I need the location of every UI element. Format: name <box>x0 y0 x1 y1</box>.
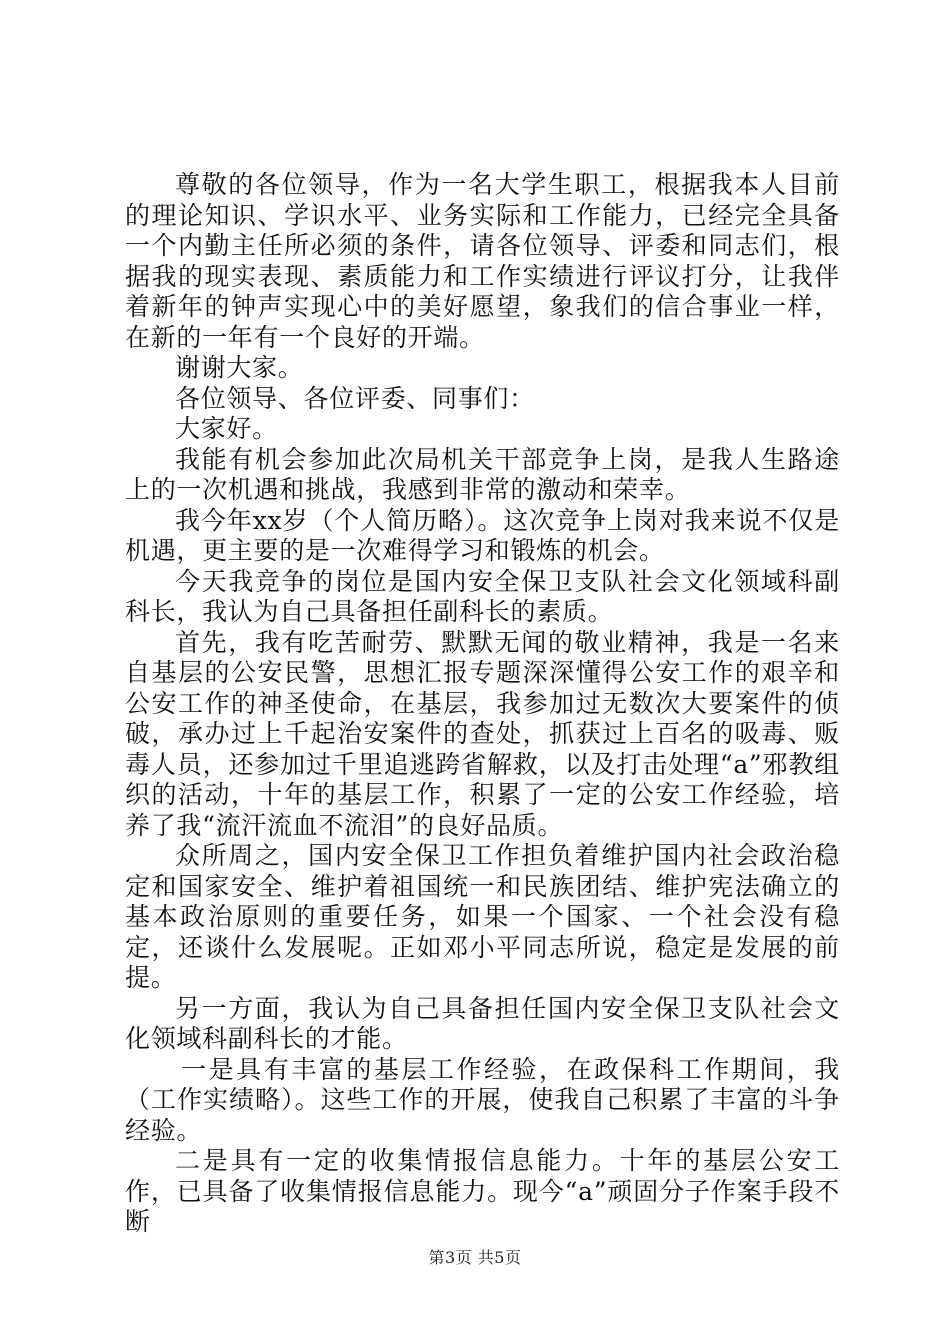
page-number-footer: 第3页 共5页 <box>428 1248 522 1267</box>
paragraph-3: 各位领导、各位评委、同事们： <box>175 383 535 413</box>
document-body <box>125 170 840 1238</box>
paragraph-8: 首先，我有吃苦耐劳、默默无闻的敬业精神，我是一名来自基层的公安民警，思想汇报专题深深懂得公安工作的艰辛和公安工作的神圣使命，在基层，我参加过无数次大要案件的侦破，承办过上千起治安案件的查处，抓获过上百名的吸毒、贩毒人员，还参加过千里追逃跨省解救，以及打击处理“a”邪教组织的活动，十年的基层工作，积累了一定的公安工作经验，培养了我“流汗流血不流泪”的良好品质。 <box>125 627 840 840</box>
paragraph-4: 大家好。 <box>175 414 278 443</box>
paragraph-10: 另一方面，我认为自己具备担任国内安全保卫支队社会文化领域科副科长的才能。 <box>125 993 840 1053</box>
paragraph-12: 二是具有一定的收集情报信息能力。十年的基层公安工作，已具备了收集情报信息能力。现今“a”顽固分子作案手段不断 <box>125 1146 840 1236</box>
paragraph-1: 尊敬的各位领导，作为一名大学生职工，根据我本人目前的理论知识、学识水平、业务实际和工作能力，已经完全具备一个内勤主任所必须的条件，请各位领导、评委和同志们，根据我的现实表现、素质能力和工作实绩进行评议打分，让我伴着新年的钟声实现心中的美好愿望，象我们的信合事业一样，在新的一年有一个良好的开端。 <box>125 170 840 352</box>
paragraph-6: 我今年xx岁（个人简历略）。这次竞争上岗对我来说不仅是机遇，更主要的是一次难得学习和锻炼的机会。 <box>125 505 840 565</box>
paragraph-9: 众所周之，国内安全保卫工作担负着维护国内社会政治稳定和国家安全、维护着祖国统一和民族团结、维护宪法确立的基本政治原则的重要任务，如果一个国家、一个社会没有稳定，还谈什么发展呢。正如邓小平同志所说，稳定是发展的前提。 <box>125 841 840 992</box>
paragraph-2: 谢谢大家。 <box>175 353 304 382</box>
paragraph-7: 今天我竞争的岗位是国内安全保卫支队社会文化领域科副科长，我认为自己具备担任副科长的素质。 <box>125 566 840 626</box>
paragraph-5: 我能有机会参加此次局机关干部竞争上岗，是我人生路途上的一次机遇和挑战，我感到非常的激动和荣幸。 <box>125 444 840 504</box>
paragraph-11: 一是具有丰富的基层工作经验，在政保科工作期间，我（工作实绩略）。这些工作的开展，使我自己积累了丰富的斗争经验。 <box>125 1054 840 1145</box>
